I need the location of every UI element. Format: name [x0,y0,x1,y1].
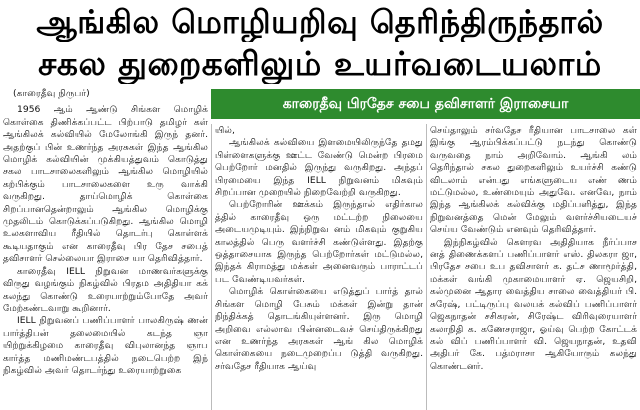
paragraph: பெற்றோரின் ஊக்கம் இருந்தால் எதிர்கால த்தில் காரைதீவு ஒரு மட்டற்ற நிலையை அடையமுடியும். இந்நிறுவ னம் மிகவும் குறுகிய காலத்தில் பெரு வளர்ச்சி கண்டுள்ளது. இதற்கு ஒத்தாசையாக இருந்த பெற்றோர்கள் மட்டுமல்ல, இந்தக் கிராமத்து மக்கள் அனைவரும் பாராட்டப் பட வேண்டியவர்கள். [215,199,423,285]
paragraph: செய்தாலும் சர்வதேச ரீதியான பாடசாலை கள் இங்கு ஆரம்பிக்கப்பட்டு நடந்து கொண்டு வருவதை நாம் அறிவோம். ஆங்கி லம் தெரிந்தால் சகல துறைகளிலும் உயர்ச்சி கண்டு விடலாம் என்பது எங்களுடைய எண் ணம் மட்டுமல்ல, உண்மையும் அதுவே. எனவே, நாம் இந்த ஆங்கிலக் கல்விக்கு மதிப்பளித்து, இந்த நிறுவனத்தை மென் மேலும் வளர்ச்சியடையச் செய்ய வேண்டும் எனவும் தெரிவித்தார். [430,125,637,236]
reporter-byline: (காரைதீவு நிருபர்) [13,88,90,99]
article-column-2 [215,125,423,410]
paragraph: யில், [215,125,235,136]
paragraph: மொழிக் கொள்கையை எடுத்துப் பார்த் தால் சிங்கள மொழி பேசும் மக்கள் இன்று தான் நிந்திக்கத் தொடங்கியுள்ளனர். இரு மொழி அறிவை எல்லாவ பின்னடைவச் செய்திருக்கிறது என உணர்ந்த அரசுகள் ஆங் கில மொழிக் கொள்கையை நடைமுறைப்ப டுத்தி வருகிறது. சர்வதேச ரீதியாக ஆய்வு [215,286,423,372]
paragraph: இந்நிகழ்வில் கௌரவ அதிதியாக நீர்ப்பாச னத் திணைக்களப் பணிப்பாளர் எஸ். திலகரா ஜா, பிரதேச சபை உப தவிசாளர் க. தட்ச ணாமூர்த்தி, மக்கள் வங்கி முகாமையாளர் ஏ. ஜெயசிறி, கல்முனை ஆதார வைத்திய சாலை வைத்தியர் பி. சுரேஷ், பட்டிருப்பு வலயக் கல்விப் பணிப்பாளர் ஜெகநாதன் சசிகரன், சிரேஷ்ட விரிவுரையாளர் கலாநிதி க. கணேசராஜா, ஓய்வு பெற்ற கோட்டக் கல் விப் பணிப்பாளர் வி. ஜெயநாதன், உதவி அதிபர் கே. பத்மராசா ஆகியோரும் கலந்து கொண்டனர். [430,236,637,372]
column-divider [211,124,212,410]
paragraph: ஆங்கிலக் கல்வியை இளமையிலிருந்தே தமது பிள்ளைகளுக்கு ஊட்ட வேண்டு மென்ற பிரமை பெற்றோர் மனதில் இருந்து வருகிறது. அந்தப் பிரமையை இந்த IELL நிறுவனம் மிகவும் சிறப்பான முறையில் நிறைவேற்றி வருகிறது. [215,137,423,199]
article-column-1 [3,88,208,410]
subheading-banner: காரைதீவு பிரதேச சபை தவிசாளர் இராசையா [211,89,640,119]
headline-block [0,0,640,86]
paragraph: காரைதீவு IELL நிறுவன மாணவர்களுக்கு விருது வழங்கும் நிகழ்வில் பிரதம அதிதியா கக் கலந்து கொண்டு உரையாற்றும்போதே அவர் மேற்கண்டவாறு கூறினார். [3,265,208,314]
column-divider [426,124,427,410]
article-column-3 [430,125,637,410]
headline-line-1: ஆங்கில மொழியறிவு தெரிந்திருந்தால் [36,3,604,41]
paragraph: IELL நிறுவனப் பணிப்பாளர் பாலகிருஷ் ணன் பார்த்திபன் தலைமையில் கடந்த ஞா யிற்றுக்கிழமை காரைதீவு விபுலானந்த ஞாப கார்த்த மணிமண்டபத்தில் நடைபெற்ற இந் நிகழ்வில் அவர் தொடர்ந்து உரையாற்றுகை [3,315,208,376]
headline-line-2: சகல துறைகளிலும் உயர்வடையலாம் [38,44,602,83]
paragraph: 1956 ஆம் ஆண்டு சிங்கள மொழிக் கொள்கை திணிக்கப்பட்ட பிற்பாடு தமிழர் கள் ஆங்கிலக் கல்வியில் மேலோங்கி இருந் தனர். அதற்குப் பின் உணர்ந்த அரசுகள் இந்த ஆங்கில மொழிக் கல்வியின் முக்கியத்துவம் கொடுத்து சகல பாடசாலைகளிலும் ஆங்கில மொழியில் கற்பிக்கும் பாடசாலைகளை உரு வாக்கி வருகிறது. தாய்மொழிக் கொள்கை சிறப்பானதென்றாலும் ஆங்கில மொழிக்கு முதலிடம் கொடுக்கப்படுகிறது. ஆங்கில மொழி உலகளாவிய ரீதியில் தொடர்பு கொள்ளக் கூடியதாகும் என காரைதீவு பிர தேச சபைத் தவிசாளர் செல்லையா இராசை யா தெரிவித்தார். [3,104,208,265]
